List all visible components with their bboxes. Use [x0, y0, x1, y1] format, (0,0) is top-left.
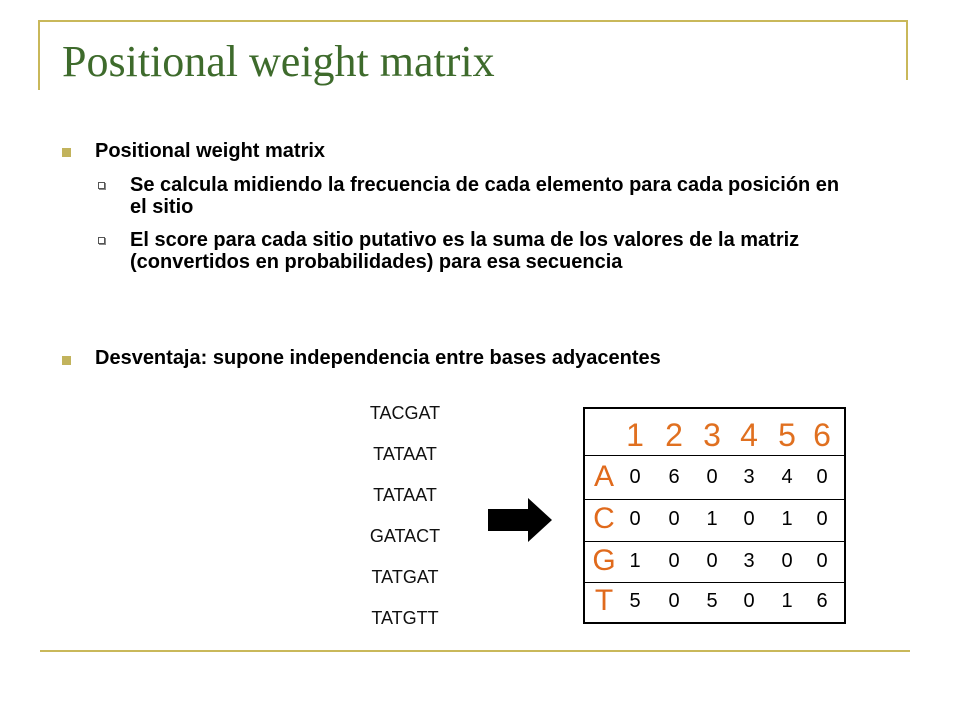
matrix-cell: 0	[781, 550, 793, 572]
matrix-position-header: 4	[740, 417, 758, 453]
matrix-base-label: G	[592, 544, 616, 577]
matrix-cell: 0	[668, 590, 680, 612]
bullet-marker	[62, 356, 71, 365]
matrix-cell: 0	[816, 550, 828, 572]
matrix-base-label: C	[593, 502, 615, 535]
sequence-item: TATAAT	[373, 485, 437, 505]
bullet-text: Desventaja: supone independencia entre bases adyacentes	[95, 347, 661, 369]
matrix-cell: 6	[816, 590, 828, 612]
matrix-row-divider	[585, 499, 844, 500]
matrix-cell: 0	[816, 508, 828, 530]
matrix-cell: 0	[668, 508, 680, 530]
sequence-item: TACGAT	[369, 403, 441, 423]
matrix-cell: 0	[743, 590, 755, 612]
matrix-cell: 0	[706, 550, 718, 572]
matrix-cell: 5	[706, 590, 718, 612]
matrix-cell: 1	[706, 508, 718, 530]
matrix-cell: 1	[781, 590, 793, 612]
sequence-item: TATGAT	[371, 567, 439, 587]
subbullet-marker	[98, 182, 105, 189]
matrix-cell: 1	[629, 550, 641, 572]
bullet-marker	[62, 148, 71, 157]
right-arrow-icon	[488, 498, 554, 542]
matrix-cell: 3	[743, 466, 755, 488]
subbullet-text: Se calcula midiendo la frecuencia de cada elemento para cada posición en el sitio	[130, 174, 840, 218]
top-accent-line	[38, 20, 908, 22]
matrix-base-label: T	[594, 584, 614, 617]
matrix-cell: 0	[629, 466, 641, 488]
matrix-cell: 6	[668, 466, 680, 488]
matrix-base-label: A	[593, 460, 614, 493]
bullet-text: Positional weight matrix	[95, 140, 326, 162]
matrix-cell: 0	[629, 508, 641, 530]
matrix-row-divider	[585, 541, 844, 542]
subbullet-text: El score para cada sitio putativo es la suma de los valores de la matriz (convertidos en probabilidades) para esa secuencia	[130, 229, 800, 273]
sequence-item: TATGTT	[371, 608, 439, 628]
matrix-position-header: 3	[703, 417, 721, 453]
subbullet-marker	[98, 237, 105, 244]
matrix-cell: 0	[743, 508, 755, 530]
matrix-cell: 0	[668, 550, 680, 572]
bottom-accent-line	[40, 650, 910, 652]
matrix-cell: 3	[743, 550, 755, 572]
slide-title: Positional weight matrix	[62, 37, 495, 86]
matrix-position-header: 5	[778, 417, 796, 453]
matrix-cell: 0	[816, 466, 828, 488]
matrix-header-divider	[585, 455, 844, 456]
sequence-item: TATAAT	[373, 444, 437, 464]
matrix-cell: 1	[781, 508, 793, 530]
position-weight-matrix	[583, 407, 846, 624]
matrix-row-divider	[585, 582, 844, 583]
matrix-position-header: 6	[813, 417, 831, 453]
top-right-accent-line	[906, 20, 908, 80]
matrix-cell: 5	[629, 590, 641, 612]
top-left-accent-line	[38, 20, 40, 90]
matrix-position-header: 1	[626, 417, 644, 453]
matrix-cell: 0	[706, 466, 718, 488]
sequence-item: GATACT	[369, 526, 441, 546]
matrix-position-header: 2	[665, 417, 683, 453]
matrix-cell: 4	[781, 466, 793, 488]
